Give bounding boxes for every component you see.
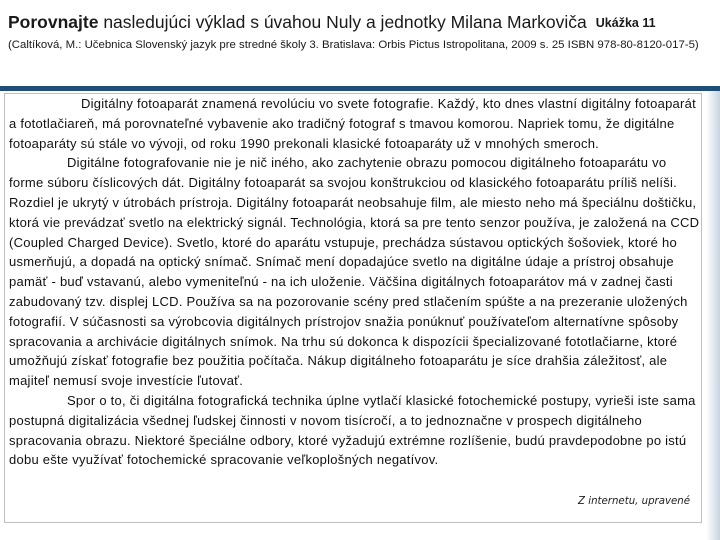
paragraph-3 bbox=[9, 391, 701, 470]
paragraph-1-text: Digitálny fotoaparát znamená revolúciu vo svete fotografie. Každý, kto dnes vlastní digitálny fotoaparát a fototlačiareň, má porovnateľné vybavenie ako tradičný fotograf s tmavou komorou. Napriek tomu, že digitálne fotoaparáty sú stále vo vývoji, od roku 1990 prekonali klasické fotoaparáty už v mnohých smeroch. bbox=[9, 96, 696, 151]
paragraph-2 bbox=[9, 153, 701, 391]
text-box bbox=[4, 93, 702, 523]
right-edge-shadow bbox=[706, 91, 720, 540]
slide-title bbox=[8, 10, 708, 34]
source-note: Z internetu, upravené bbox=[578, 496, 690, 507]
citation: (Caltíková, M.: Učebnica Slovenský jazyk pre stredné školy 3. Bratislava: Orbis Pictus Istropolitana, 2009 s. 25 ISBN 978-80-8120-017-5) bbox=[8, 39, 699, 51]
slide-header bbox=[6, 6, 710, 88]
title-bold-word: Porovnajte bbox=[8, 12, 99, 32]
sample-label: Ukážka 11 bbox=[595, 16, 656, 30]
paragraph-1 bbox=[9, 94, 701, 153]
title-rest: nasledujúci výklad s úvahou Nuly a jednotky Milana Markoviča bbox=[98, 12, 587, 32]
paragraph-3-text: Spor o to, či digitálna fotografická technika úplne vytlačí klasické fotochemické postupy, vyrieši iste sama postupná digitalizácia všednej ľudskej činnosti v novom tisícročí, a to jednoznačne v prospech digitálneho spracovania obrazu. Niektoré špeciálne odbory, ktoré vyžadujú extrémne rozlíšenie, budú pravdepodobne po istú dobu ešte využívať fotochemické spracovanie veľkoplošných negatívov. bbox=[9, 392, 696, 468]
paragraph-2-text: Digitálne fotografovanie nie je nič iného, ako zachytenie obrazu pomocou digitálneho fotoaparátu vo forme súboru číslicových dát. Digitálny fotoaparát sa svojou konštrukciou od klasického fotoaparátu príliš nelíši. Rozdiel je ukrytý v útrobách prístroja. Digitálny fotoaparát neobsahuje film, ale miesto neho má špeciálnu doštičku, ktorá vie prevádzať svetlo na elektrický signál. Technológia, ktorá sa pre tento senzor používa, je založená na CCD (Coupled Charged Device). Svetlo, ktoré do aparátu vstupuje, prechádza sústavou optických šošoviek, ktoré ho usmerňujú, a dopadá na optický snímač. Snímač mení dopadajúce svetlo na digitálne údaje a prístroj obsahuje pamäť - buď vstavanú, alebo vymeniteľnú - na ich uloženie. Väčšina digitálnych fotoaparátov má v zadnej časti zabudovaný tzv. displej LCD. Používa sa na pozorovanie scény pred stlačením spúšte a na prezeranie uložených fotografií. V súčasnosti sa výrobcovia digitálnych prístrojov snažia ponúknuť používateľom alternatívne spôsoby spracovania a archivácie digitálnych snímok. Na trhu sú dokonca k dispozícii špecializované fototlačiarne, ktoré umožňujú získať fotografie bez použitia počítača. Nákup digitálneho fotoaparátu je síce drahšia záležitosť, ale majiteľ nemusí svoje investície ľutovať. bbox=[9, 155, 700, 389]
